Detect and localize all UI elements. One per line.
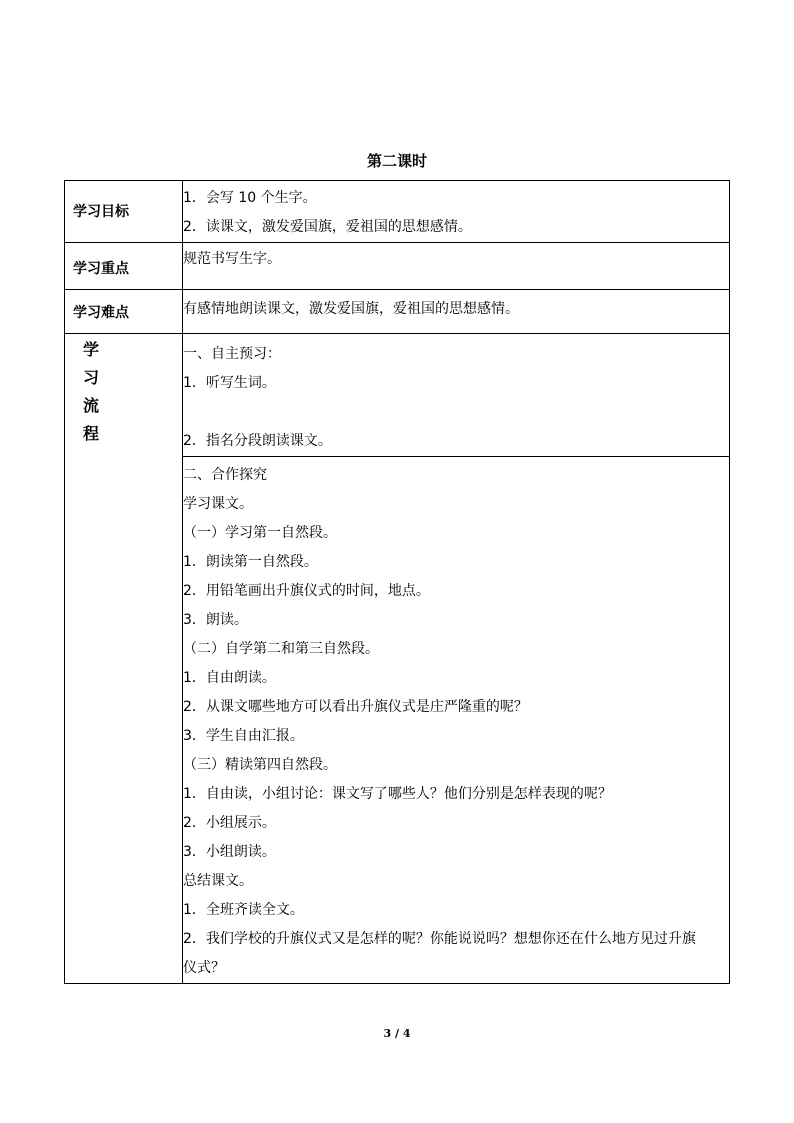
blank-space (183, 398, 729, 427)
explore-line: 2．小组展示。 (183, 815, 276, 831)
table-row (65, 334, 730, 457)
difficulty-label: 学习难点 (73, 304, 129, 321)
goal-line: 2．读课文，激发爱国旗，爱祖国的思想感情。 (183, 219, 472, 235)
explore-line: 2．从课文哪些地方可以看出升旗仪式是庄严隆重的呢？ (183, 699, 528, 715)
process-label-char: 学 (82, 340, 99, 359)
explore-line: 2．用铅笔画出升旗仪式的时间，地点。 (183, 583, 430, 599)
process-label-char: 习 (82, 368, 99, 387)
explore-line: 仪式？ (183, 960, 225, 976)
explore-line: （一）学习第一自然段。 (183, 525, 337, 541)
explore-line: 1．朗读第一自然段。 (183, 554, 318, 570)
explore-lines (183, 457, 729, 983)
explore-line: （二）自学第二和第三自然段。 (183, 641, 379, 657)
explore-line: 1．自由读，小组讨论：课文写了哪些人？他们分别是怎样表现的呢？ (183, 786, 612, 802)
difficulty-text: 有感情地朗读课文，激发爱国旗，爱祖国的思想感情。 (183, 301, 519, 317)
explore-line: 1．自由朗读。 (183, 670, 276, 686)
table-row (65, 243, 730, 290)
explore-line: 二、合作探究 (183, 467, 267, 483)
table-row (65, 181, 730, 243)
explore-line: 总结课文。 (183, 873, 253, 889)
explore-line: 3．朗读。 (183, 612, 248, 628)
label-cell (65, 290, 183, 334)
preview-item: 1．听写生词。 (183, 375, 276, 391)
process-label-char: 程 (82, 424, 99, 443)
goal-line: 1．会写 10 个生字。 (183, 190, 317, 206)
explore-line: 2．我们学校的升旗仪式又是怎样的呢？你能说说吗？想想你还在什么地方见过升旗 (183, 931, 696, 947)
content-cell (183, 181, 730, 243)
process-label (65, 334, 117, 448)
label-cell (65, 243, 183, 290)
page-number: 3 / 4 (383, 1027, 411, 1040)
process-label-cell (65, 334, 183, 984)
explore-line: 3．小组朗读。 (183, 844, 276, 860)
explore-line: 3．学生自由汇报。 (183, 728, 304, 744)
label-cell (65, 181, 183, 243)
preview-heading: 一、自主预习： (183, 346, 281, 362)
explore-line: （三）精读第四自然段。 (183, 757, 337, 773)
key-label: 学习重点 (73, 261, 129, 277)
lesson-table (64, 180, 730, 984)
page-title: 第二课时 (366, 152, 427, 170)
preview-cell (183, 334, 730, 457)
goals-label: 学习目标 (73, 204, 129, 220)
explore-line: 1．全班齐读全文。 (183, 902, 304, 918)
table-row (65, 290, 730, 334)
explore-cell (183, 457, 730, 984)
content-cell (183, 243, 730, 290)
process-label-char: 流 (82, 396, 99, 415)
preview-item: 2．指名分段朗读课文。 (183, 433, 332, 449)
explore-line: 学习课文。 (183, 496, 253, 512)
key-text: 规范书写生字。 (183, 251, 281, 267)
content-cell (183, 290, 730, 334)
